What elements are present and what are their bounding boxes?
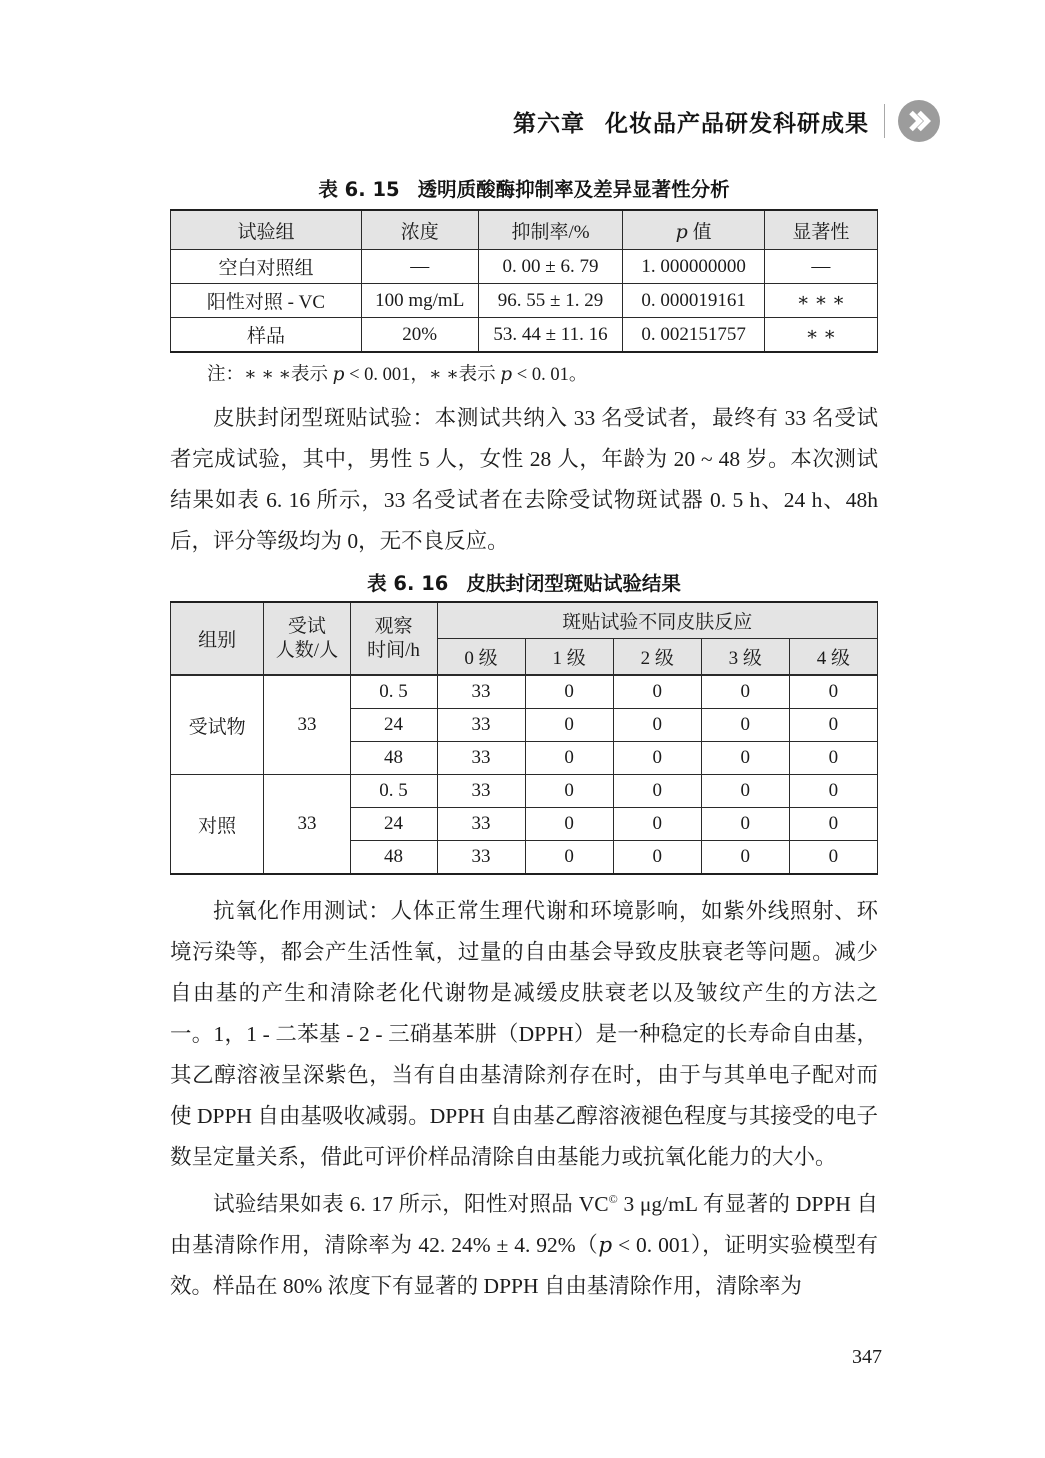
p-symbol: p <box>500 364 513 385</box>
cell-grade3: 0 <box>701 841 789 875</box>
cell-grade4: 0 <box>789 709 877 742</box>
cell-grade1: 0 <box>525 709 613 742</box>
note-text: 注：∗ ∗ ∗表示 <box>207 365 333 385</box>
cell-inhibition: 0. 00 ± 6. 79 <box>478 250 623 284</box>
col-header-test-group: 试验组 <box>171 210 362 250</box>
col-header-grade-2: 2 级 <box>613 639 701 676</box>
paragraph-dpph-result <box>170 1184 878 1307</box>
table-615-header-row <box>171 210 878 250</box>
cell-grade2: 0 <box>613 675 701 709</box>
cell-grade3: 0 <box>701 742 789 775</box>
table-616-caption-label: 表 6. 16 <box>367 572 449 595</box>
cell-grade4: 0 <box>789 775 877 808</box>
note-text: < 0. 001，∗ ∗表示 <box>344 365 501 385</box>
cell-grade1: 0 <box>525 808 613 841</box>
cell-grade2: 0 <box>613 775 701 808</box>
cell-p-value: 0. 002151757 <box>623 318 764 353</box>
page-content <box>170 176 878 1307</box>
cell-p-value: 1. 000000000 <box>623 250 764 284</box>
col-header-skin-reaction: 斑贴试验不同皮肤反应 <box>437 602 877 639</box>
cell-time: 48 <box>350 841 437 875</box>
cell-significance: ∗ ∗ ∗ <box>764 284 877 318</box>
cell-time: 24 <box>350 808 437 841</box>
dpph-text: 3 μg/mL 有显著的 DPPH 自由基清除作用，清除率为 42. 24% ± 4. 92%（ <box>170 1192 878 1257</box>
page-number: 347 <box>852 1346 882 1368</box>
cell-inhibition: 96. 55 ± 1. 29 <box>478 284 623 318</box>
paragraph-antioxidant-test: 抗氧化作用测试：人体正常生理代谢和环境影响，如紫外线照射、环境污染等，都会产生活性氧，过量的自由基会导致皮肤衰老等问题。减少自由基的产生和清除老化代谢物是减缓皮肤衰老以及皱纹产生的方法之一。1，1 - 二苯基 - 2 - 三硝基苯肼（DPPH）是一种稳定的长寿命自由基，其乙醇溶液呈深紫色，当有自由基清除剂存在时，由于与其单电子配对而使 DPPH 自由基吸收减弱。DPPH 自由基乙醇溶液褪色程度与其接受的电子数呈定量关系，借此可评价样品清除自由基能力或抗氧化能力的大小。 <box>170 899 878 1169</box>
dpph-text: 试验结果如表 6. 17 所示，阳性对照品 VC <box>213 1192 609 1216</box>
cell-grade4: 0 <box>789 742 877 775</box>
cell-concentration: 20% <box>361 318 478 353</box>
col-header-observation-time <box>350 602 437 675</box>
cell-grade0: 33 <box>437 808 525 841</box>
dpph-text: < 0. 001），证明实验模型有效。样品在 80% 浓度下有显著的 DPPH 自由基清除作用，清除率为 <box>170 1233 878 1298</box>
cell-concentration: — <box>361 250 478 284</box>
col-header-p-value <box>623 210 764 250</box>
cell-grade3: 0 <box>701 775 789 808</box>
header-divider <box>884 104 885 138</box>
cell-grade0: 33 <box>437 675 525 709</box>
col-header-grade-4: 4 级 <box>789 639 877 676</box>
cell-concentration: 100 mg/mL <box>361 284 478 318</box>
cell-grade1: 0 <box>525 775 613 808</box>
table-615-caption-title: 透明质酸酶抑制率及差异显著性分析 <box>417 178 730 201</box>
cell-time: 0. 5 <box>350 775 437 808</box>
table-615-caption-label: 表 6. 15 <box>318 178 400 201</box>
table-615-caption <box>170 176 878 203</box>
cell-grade0: 33 <box>437 775 525 808</box>
cell-time: 48 <box>350 742 437 775</box>
cell-grade4: 0 <box>789 841 877 875</box>
copyright-superscript: © <box>608 1191 618 1206</box>
cell-group: 样品 <box>171 318 362 353</box>
table-patch-test-results <box>170 601 878 875</box>
double-chevron-right-icon <box>898 100 940 142</box>
cell-grade2: 0 <box>613 808 701 841</box>
col-header-subjects-line1: 受试 <box>287 615 326 637</box>
cell-grade3: 0 <box>701 675 789 709</box>
cell-group: 空白对照组 <box>171 250 362 284</box>
col-header-grade-1: 1 级 <box>525 639 613 676</box>
table-616-caption <box>170 570 878 597</box>
table-row-test-substance-0-5h <box>171 675 878 709</box>
chapter-heading <box>513 105 869 138</box>
paragraph-skin-patch-test: 皮肤封闭型斑贴试验：本测试共纳入 33 名受试者，最终有 33 名受试者完成试验，其中，男性 5 人，女性 28 人，年龄为 20 ~ 48 岁。本次测试结果如表 6. 16 所示，33 名受试者在去除受试物斑试器 0. 5 h、24 h、48h 后，评分等级均为 0，无不良反应。 <box>170 406 878 553</box>
cell-grade4: 0 <box>789 808 877 841</box>
table-616-header-row-1 <box>171 602 878 639</box>
table-row-positive-control-vc <box>171 284 878 318</box>
table-hyaluronidase-inhibition <box>170 209 878 353</box>
chapter-title: 化妆品产品研发科研成果 <box>605 110 869 137</box>
cell-time: 24 <box>350 709 437 742</box>
running-head <box>170 0 940 144</box>
cell-grade3: 0 <box>701 808 789 841</box>
col-header-grade-3: 3 级 <box>701 639 789 676</box>
cell-grade2: 0 <box>613 841 701 875</box>
cell-group: 阳性对照 - VC <box>171 284 362 318</box>
p-value-suffix: 值 <box>687 221 712 243</box>
cell-grade3: 0 <box>701 709 789 742</box>
cell-significance: ∗ ∗ <box>764 318 877 353</box>
p-symbol: p <box>332 364 345 385</box>
col-header-grade-0: 0 级 <box>437 639 525 676</box>
p-symbol: p <box>598 1233 613 1258</box>
col-header-subjects-line2: 人数/人 <box>275 639 339 661</box>
cell-grade0: 33 <box>437 742 525 775</box>
cell-time: 0. 5 <box>350 675 437 709</box>
cell-grade4: 0 <box>789 675 877 709</box>
cell-grade0: 33 <box>437 841 525 875</box>
note-text: < 0. 01。 <box>512 365 588 385</box>
cell-grade1: 0 <box>525 742 613 775</box>
cell-grade2: 0 <box>613 742 701 775</box>
col-header-group: 组别 <box>171 602 264 675</box>
table-row-control-0-5h <box>171 775 878 808</box>
cell-subject-count: 33 <box>264 675 350 775</box>
cell-grade1: 0 <box>525 841 613 875</box>
cell-grade1: 0 <box>525 675 613 709</box>
cell-group-name: 对照 <box>171 775 264 875</box>
cell-subject-count: 33 <box>264 775 350 875</box>
col-header-inhibition-rate: 抑制率/% <box>478 210 623 250</box>
col-header-time-line2: 时间/h <box>367 639 420 661</box>
double-chevron-right-glyph <box>907 110 931 132</box>
p-symbol: p <box>675 220 688 243</box>
table-616-caption-title: 皮肤封闭型斑贴试验结果 <box>466 572 681 595</box>
cell-significance: — <box>764 250 877 284</box>
cell-inhibition: 53. 44 ± 11. 16 <box>478 318 623 353</box>
col-header-subjects <box>264 602 350 675</box>
col-header-significance: 显著性 <box>764 210 877 250</box>
table-615-note <box>170 362 878 388</box>
col-header-time-line1: 观察 <box>374 615 413 637</box>
cell-p-value: 0. 000019161 <box>623 284 764 318</box>
col-header-concentration: 浓度 <box>361 210 478 250</box>
table-row-blank-control <box>171 250 878 284</box>
table-row-sample <box>171 318 878 353</box>
cell-group-name: 受试物 <box>171 675 264 775</box>
cell-grade0: 33 <box>437 709 525 742</box>
chapter-number: 第六章 <box>513 110 585 137</box>
cell-grade2: 0 <box>613 709 701 742</box>
